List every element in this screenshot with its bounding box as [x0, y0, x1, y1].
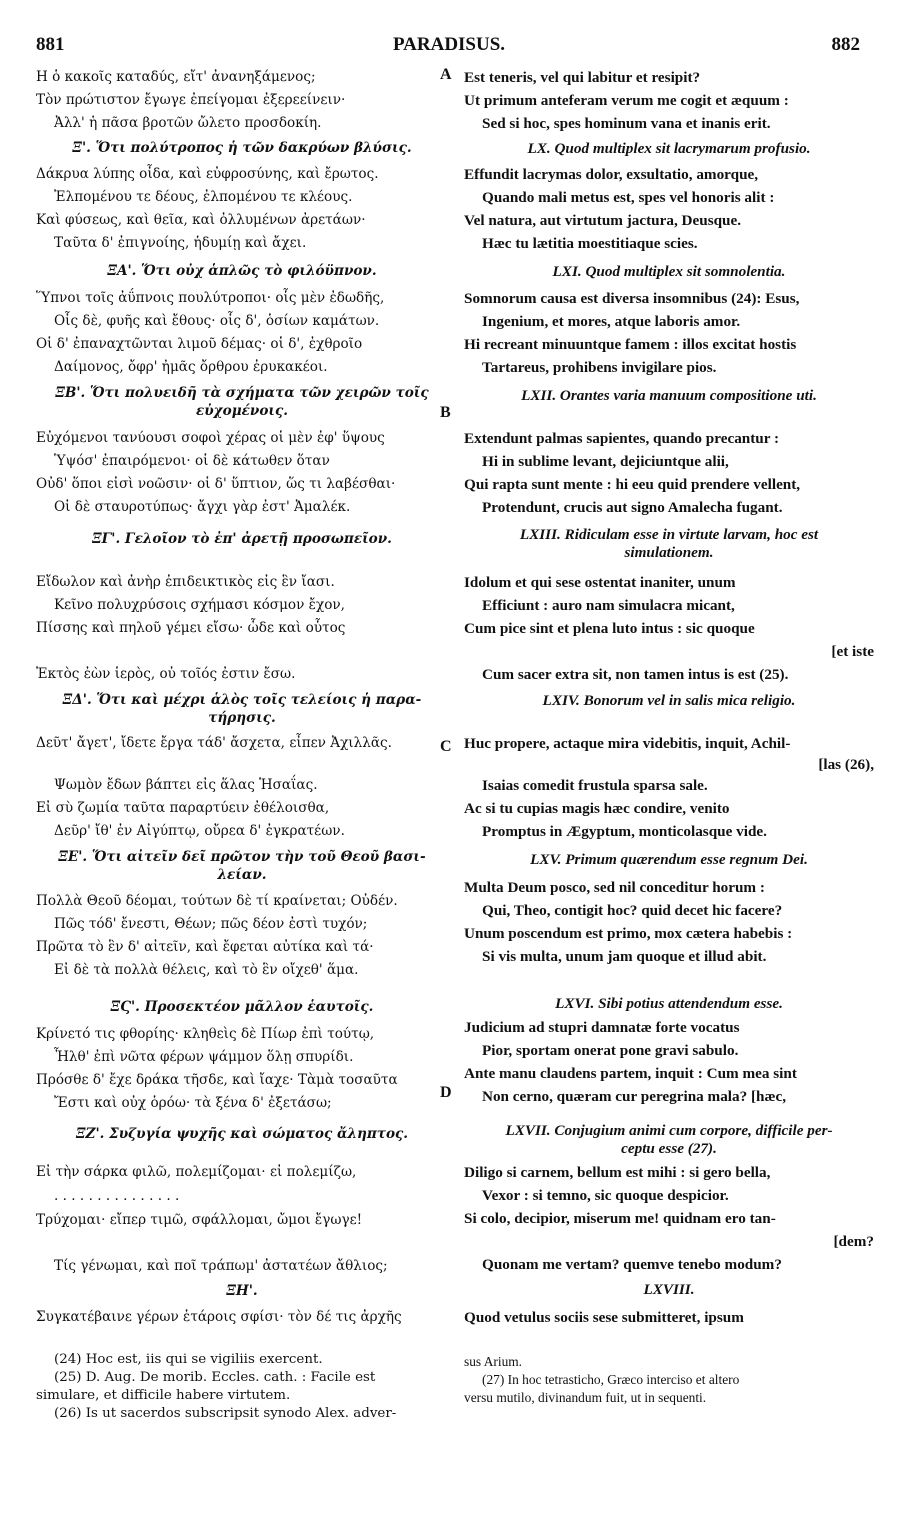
latin-line: Promptus in Ægyptum, monticolasque vide. — [482, 823, 767, 840]
latin-line: Cum pice sint et plena luto intus : sic quoque — [464, 620, 755, 637]
latin-bracket-cont: [dem? — [833, 1233, 874, 1250]
lacuna-dots: . . . . . . . . . . . . . . . — [54, 1188, 180, 1204]
greek-heading: ΞΗ'. — [226, 1283, 258, 1299]
greek-line: Ὕπνοι τοῖς ἀΰπνοις πουλύτροποι· οἷς μὲν ἐδωδῆς, — [36, 290, 385, 306]
latin-line: Effundit lacrymas dolor, exsultatio, amorque, — [464, 166, 759, 183]
latin-line: Si vis multa, unum jam quoque et illud abit. — [482, 948, 767, 965]
latin-line: Quonam me vertam? quemve tenebo modum? — [482, 1256, 782, 1273]
margin-letter-c: C — [440, 738, 452, 755]
latin-heading: LXV. Primum quærendum esse regnum Dei. — [530, 851, 808, 868]
latin-heading: LXVI. Sibi potius attendendum esse. — [555, 995, 783, 1012]
greek-line: Καὶ φύσεως, καὶ θεῖα, καὶ ὀλλυμένων ἀρετάων· — [36, 212, 366, 228]
greek-heading: ΞΒ'. Ὅτι πολυειδῆ τὰ σχήματα τῶν χειρῶν τοῖς — [55, 385, 429, 401]
greek-line: Πολλὰ Θεοῦ δέομαι, τούτων δὲ τί κραίνεται; Οὐδέν. — [36, 893, 398, 909]
greek-line: Ταῦτα δ' ἐπιγνοίης, ἡδυμίῃ καὶ ἄχει. — [54, 235, 307, 251]
greek-line: Ὑψόσ' ἐπαιρόμενοι· οἱ δὲ κάτωθεν ὅταν — [54, 453, 330, 469]
latin-line: Quod vetulus sociis sese submitteret, ipsum — [464, 1309, 744, 1326]
greek-line: Οὐδ' ὅποι εἰσὶ νοῶσιν· οἱ δ' ὕπτιον, ὥς τι λαβέσθαι· — [36, 476, 396, 492]
latin-heading: LXVII. Conjugium animi cum corpore, difficile per- — [505, 1122, 833, 1139]
latin-heading: LXIV. Bonorum vel in salis mica religio. — [542, 692, 796, 709]
latin-line: Protendunt, crucis aut signo Amalecha fugant. — [482, 499, 783, 516]
latin-line: Si colo, decipior, miserum me! quidnam ero tan- — [464, 1210, 776, 1227]
greek-heading: ΞΔ'. Ὅτι καὶ μέχρι ἁλὸς τοῖς τελείοις ἡ παρα- — [62, 692, 422, 708]
greek-heading: ΞΖ'. Συζυγία ψυχῆς καὶ σώματος ἄληπτος. — [75, 1126, 409, 1142]
latin-line: Sed si hoc, spes hominum vana et inanis erit. — [482, 115, 771, 132]
greek-heading: ΞΓ'. Γελοῖον τὸ ἐπ' ἀρετῇ προσωπεῖον. — [92, 531, 392, 547]
greek-line: Κρίνετό τις φθορίης· κληθεὶς δὲ Πίωρ ἐπὶ τούτῳ, — [36, 1026, 375, 1042]
greek-line: Ψωμὸν ἔδων βάπτει εἰς ἅλας Ἡσαΐας. — [54, 777, 318, 793]
greek-line: Εὐχόμενοι τανύουσι σοφοὶ χέρας οἱ μὲν ἐφ' ὕψους — [36, 430, 385, 446]
latin-line: Non cerno, quæram cur peregrina mala? [hæc, — [482, 1088, 787, 1105]
latin-heading-cont: ceptu esse (27). — [621, 1140, 717, 1157]
page-header — [0, 34, 898, 64]
page-number-left: 881 — [36, 34, 65, 55]
latin-line: Judicium ad stupri damnatæ forte vocatus — [464, 1019, 740, 1036]
latin-line: Qui rapta sunt mente : hi eeu quid prendere vellent, — [464, 476, 801, 493]
latin-heading: LX. Quod multiplex sit lacrymarum profusio. — [527, 140, 811, 157]
greek-heading: ΞΕ'. Ὅτι αἰτεῖν δεῖ πρῶτον τὴν τοῦ Θεοῦ βασι- — [58, 849, 426, 865]
greek-line: Εἰ τὴν σάρκα φιλῶ, πολεμίζομαι· εἰ πολεμίζω, — [36, 1164, 357, 1180]
footnote: (24) Hoc est, iis qui se vigiliis exercent. — [54, 1352, 323, 1367]
latin-line: Pior, sportam onerat pone gravi sabulo. — [482, 1042, 739, 1059]
greek-heading: Ξ'. Ὅτι πολύτροπος ἡ τῶν δακρύων βλύσις. — [72, 140, 412, 156]
greek-line: Συγκατέβαινε γέρων ἑτάροις σφίσι· τὸν δέ τις ἀρχῆς — [36, 1309, 402, 1325]
latin-line: Idolum et qui sese ostentat inaniter, unum — [464, 574, 736, 591]
latin-line: Ante manu claudens partem, inquit : Cum mea sint — [464, 1065, 797, 1082]
greek-heading-cont: λείαν. — [217, 867, 267, 883]
greek-line: Τὸν πρώτιστον ἔγωγε ἐπείγομαι ἐξερεείνειν· — [36, 92, 346, 108]
footnote: (27) In hoc tetrastichο, Græco interciso et altero — [482, 1372, 740, 1387]
greek-heading-cont: εὐχομένοις. — [195, 403, 288, 419]
latin-line: Tartareus, prohibens invigilare pios. — [482, 359, 717, 376]
latin-line-cont: sus Arium. — [464, 1354, 523, 1369]
latin-line: Huc propere, actaque mira videbitis, inquit, Achil- — [464, 735, 791, 752]
greek-line: Εἰ σὺ ζωμία ταῦτα παραρτύειν ἐθέλοισθα, — [36, 800, 330, 816]
latin-line: Somnorum causa est diversa insomnibus (24): Esus, — [464, 290, 800, 307]
latin-line: Hæc tu lætitia moestitiaque scies. — [482, 235, 698, 252]
greek-line: Οἱ δ' ἐπαναχτῶνται λιμοῦ δέμας· οἱ δ', ἐχθροῖο — [36, 336, 363, 352]
greek-line: Ἦλθ' ἐπὶ νῶτα φέρων ψάμμον ὅλῃ σπυρίδι. — [54, 1049, 354, 1065]
footnote-cont: versu mutilo, divinandum fuit, ut in sequenti. — [464, 1390, 707, 1405]
latin-line: Hi in sublime levant, dejiciuntque alii, — [482, 453, 729, 470]
greek-line: Οἱ δὲ σταυροτύπως· ἄγχι γὰρ ἐστ' Ἀμαλέκ. — [54, 499, 351, 515]
footnote-cont: simulare, et difficile habere virtutem. — [36, 1388, 291, 1403]
latin-line: Vel natura, aut virtutum jactura, Deusque. — [464, 212, 742, 229]
greek-line: Η ὁ κακοῖς καταδύς, εἴτ' ἀνανηξάμενος; — [36, 69, 316, 85]
latin-line: Ac si tu cupias magis hæc condire, venito — [464, 800, 730, 817]
greek-heading: ΞΑ'. Ὅτι οὐχ ἁπλῶς τὸ φιλόϋπνον. — [107, 263, 377, 279]
greek-heading: ΞϚ'. Προσεκτέον μᾶλλον ἑαυτοῖς. — [110, 999, 374, 1015]
page-number-right: 882 — [831, 34, 860, 55]
greek-line: Ἔστι καὶ οὐχ ὁρόω· τὰ ξένα δ' ἐξετάσω; — [54, 1095, 332, 1111]
latin-line: Est teneris, vel qui labitur et resipit? — [464, 69, 701, 86]
margin-letter-d: D — [440, 1084, 452, 1101]
latin-heading-cont: simulationem. — [624, 544, 714, 561]
greek-heading-cont: τήρησις. — [208, 710, 276, 726]
greek-line: Τίς γένωμαι, καὶ ποῖ τράπωμ' ἀστατέων ἄθλιος; — [54, 1258, 388, 1274]
greek-line: Πῶς τόδ' ἔνεστι, Θέων; πῶς δέον ἐστὶ τυχόν; — [54, 916, 368, 932]
greek-line: Κεῖνο πολυχρύσοις σχήμασι κόσμον ἔχον, — [54, 597, 345, 613]
greek-line: Οἷς δὲ, φυῆς καὶ ἔθους· οἷς δ', ὁσίων καμάτων. — [54, 313, 380, 329]
greek-line: Ἐλπομένου τε δέους, ἐλπομένου τε κλέους. — [54, 189, 353, 205]
greek-line: Ἐκτὸς ἐὼν ἱερὸς, οὐ τοῖός ἐστιν ἔσω. — [36, 666, 296, 682]
greek-line: Τρύχομαι· εἴπερ τιμῶ, σφάλλομαι, ὤμοι ἔγωγε! — [36, 1212, 363, 1228]
latin-line: Vexor : si temno, sic quoque despicior. — [482, 1187, 729, 1204]
margin-letter-b: B — [440, 404, 451, 421]
latin-line: Efficiunt : auro nam simulacra micant, — [482, 597, 735, 614]
running-title: PARADISUS. — [392, 34, 506, 55]
greek-line: Δαίμονος, ὄφρ' ἠμᾶς ὄρθρου ἐρυκακέοι. — [54, 359, 328, 375]
latin-line: Diligo si carnem, bellum est mihi : si gero bella, — [464, 1164, 771, 1181]
latin-line: Cum sacer extra sit, non tamen intus is est (25). — [482, 666, 789, 683]
footnote: (26) Is ut sacerdos subscripsit synodo Alex. adver- — [54, 1406, 397, 1421]
greek-line: Πρῶτα τὸ ἓν δ' αἰτεῖν, καὶ ἔφεται αὐτίκα καὶ τά· — [36, 939, 374, 955]
greek-line: Πίσσης καὶ πηλοῦ γέμει εἴσω· ὧδε καὶ οὗτος — [36, 620, 346, 636]
footnote: (25) D. Aug. De morib. Eccles. cath. : Facile est — [54, 1370, 376, 1385]
latin-heading: LXI. Quod multiplex sit somnolentia. — [552, 263, 786, 280]
greek-line: Εἴδωλον καὶ ἀνὴρ ἐπιδεικτικὸς εἰς ἓν ἴασι. — [36, 574, 335, 590]
latin-heading: LXII. Orantes varia manuum compositione uti. — [521, 387, 817, 404]
latin-line: Qui, Theo, contigit hoc? quid decet hic facere? — [482, 902, 783, 919]
greek-line: Ἀλλ' ἡ πᾶσα βροτῶν ὤλετο προσδοκίη. — [54, 115, 322, 131]
greek-line: Δεῦτ' ἄγετ', ἴδετε ἔργα τάδ' ἄσχετα, εἶπεν Ἀχιλλᾶς. — [36, 735, 392, 751]
latin-line: Ingenium, et mores, atque laboris amor. — [482, 313, 741, 330]
latin-line: Isaias comedit frustula sparsa sale. — [482, 777, 708, 794]
margin-letter-a: A — [440, 66, 452, 83]
latin-heading: LXVIII. — [643, 1281, 695, 1298]
greek-line: Πρόσθε δ' ἔχε δράκα τῆσδε, καὶ ἴαχε· Τὰμὰ τοσαῦτα — [36, 1072, 398, 1088]
greek-line: Δεῦρ' ἴθ' ἐν Αἰγύπτῳ, οὔρεα δ' ἐγκρατέων. — [54, 823, 345, 839]
greek-line: Δάκρυα λύπης οἶδα, καὶ εὐφροσύνης, καὶ ἔρωτος. — [36, 166, 379, 182]
latin-line: Extendunt palmas sapientes, quando precantur : — [464, 430, 780, 447]
latin-line: Hi recreant minuuntque famem : illos excitat hostis — [464, 336, 797, 353]
latin-bracket-cont: [las (26), — [818, 756, 874, 773]
latin-heading: LXIII. Ridiculam esse in virtute larvam, hoc est — [519, 526, 819, 543]
latin-line: Unum poscendum est primo, mox cætera habebis : — [464, 925, 793, 942]
latin-line: Multa Deum posco, sed nil conceditur horum : — [464, 879, 765, 896]
latin-line: Quando mali metus est, spes vel honoris alit : — [482, 189, 775, 206]
greek-line: Εἰ δὲ τὰ πολλὰ θέλεις, καὶ τὸ ἓν οἴχεθ' ἅμα. — [54, 962, 359, 978]
latin-line: Ut primum anteferam verum me cogit et æquum : — [464, 92, 789, 109]
latin-bracket-cont: [et iste — [831, 643, 874, 660]
